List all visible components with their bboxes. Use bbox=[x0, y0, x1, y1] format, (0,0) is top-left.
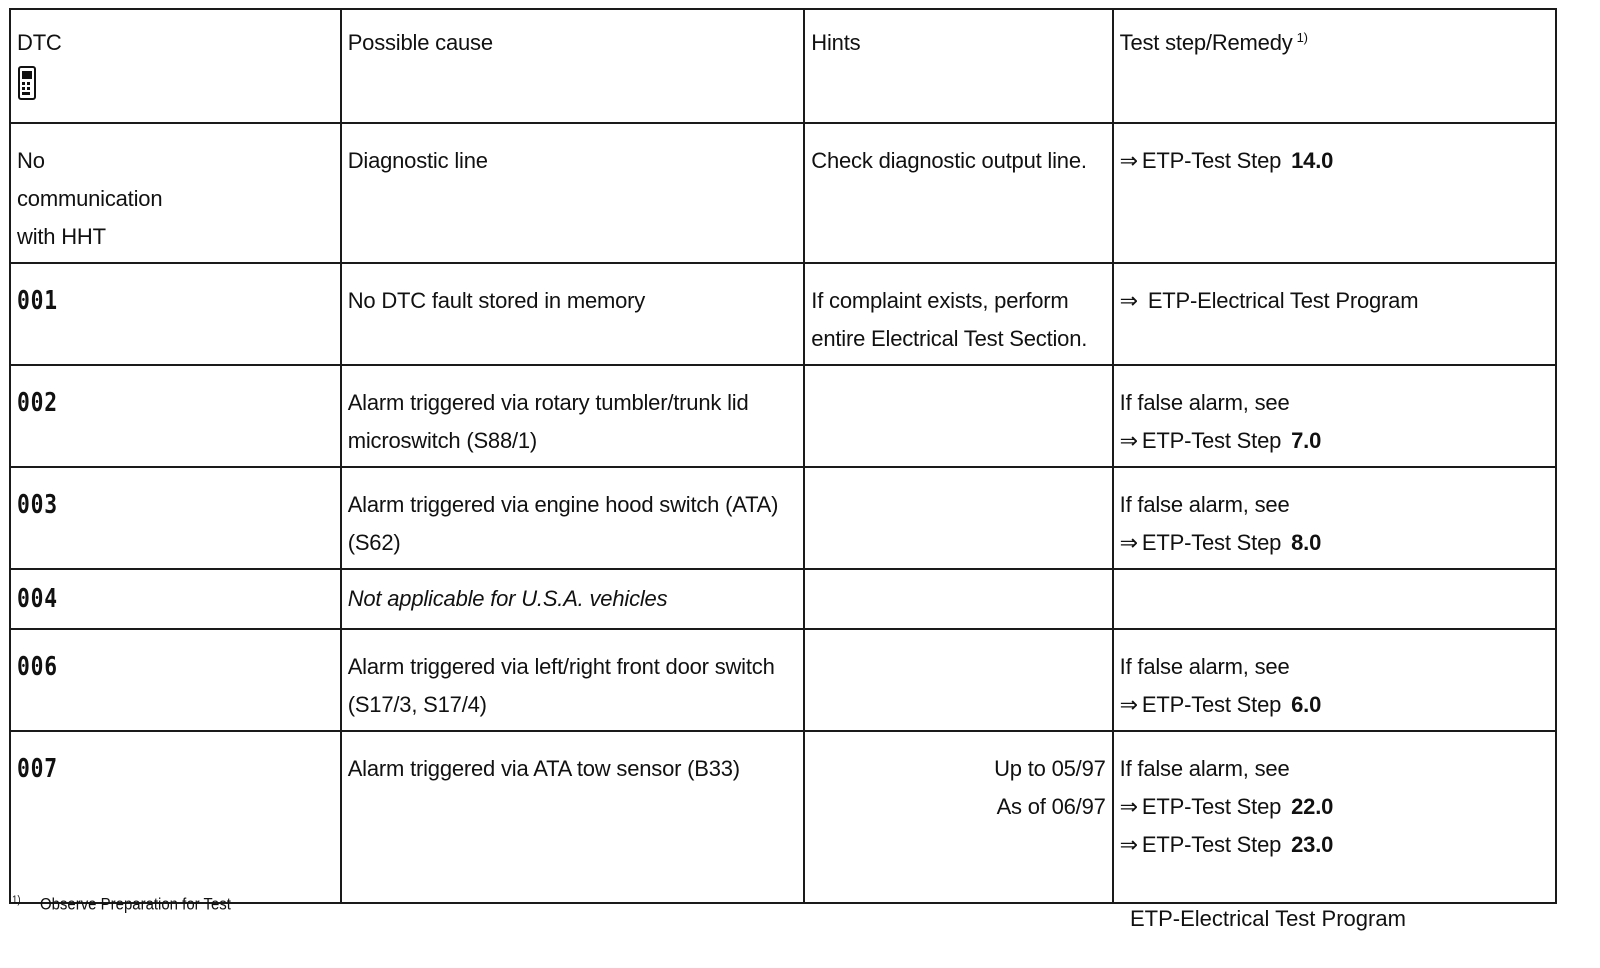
footnote-ref: 1) bbox=[1296, 29, 1308, 45]
header-dtc-label: DTC bbox=[17, 30, 62, 55]
arrow-icon: ⇒ bbox=[1119, 832, 1138, 857]
test-intro: If false alarm, see bbox=[1119, 390, 1290, 415]
arrow-icon: ⇒ bbox=[1119, 794, 1138, 819]
dtc-cell bbox=[10, 123, 341, 263]
test-cell bbox=[1113, 731, 1556, 903]
test-step-label: ETP-Electrical Test Program bbox=[1147, 288, 1419, 313]
footer-title: ETP-Electrical Test Program bbox=[1130, 906, 1406, 931]
test-cell bbox=[1113, 629, 1556, 731]
hints-cell bbox=[804, 731, 1112, 903]
arrow-icon: ⇒ bbox=[1119, 148, 1138, 173]
arrow-icon: ⇒ bbox=[1119, 692, 1138, 717]
dtc-table-container bbox=[9, 8, 1557, 904]
hints-cell bbox=[804, 629, 1112, 731]
cause-cell: No DTC fault stored in memory bbox=[341, 263, 805, 365]
footnote bbox=[12, 894, 231, 915]
hand-held-tester-icon bbox=[17, 66, 37, 100]
header-dtc bbox=[10, 9, 341, 123]
cause-cell: Diagnostic line bbox=[341, 123, 805, 263]
hints-cell: Check diagnostic output line. bbox=[804, 123, 1112, 263]
test-step-label: ETP-Test Step bbox=[1141, 148, 1282, 173]
dtc-code: 001 bbox=[17, 286, 58, 316]
test-step-label: ETP-Test Step bbox=[1141, 530, 1282, 555]
header-hints: Hints bbox=[804, 9, 1112, 123]
dtc-cell bbox=[10, 365, 341, 467]
test-step-line bbox=[1120, 788, 1549, 826]
table-row bbox=[10, 731, 1556, 903]
dtc-code: 002 bbox=[17, 388, 58, 418]
test-step-number: 14.0 bbox=[1291, 148, 1334, 173]
cause-cell: Alarm triggered via ATA tow sensor (B33) bbox=[341, 731, 805, 903]
test-step-number: 22.0 bbox=[1291, 794, 1334, 819]
hints-cell: If complaint exists, perform entire Electrical Test Section. bbox=[804, 263, 1112, 365]
test-step-number: 23.0 bbox=[1291, 832, 1334, 857]
dtc-cell bbox=[10, 263, 341, 365]
arrow-icon: ⇒ bbox=[1119, 530, 1138, 555]
table-row bbox=[10, 123, 1556, 263]
dtc-code: 004 bbox=[17, 584, 58, 614]
date-range-label: Up to 05/97 bbox=[994, 756, 1106, 781]
header-test bbox=[1113, 9, 1556, 123]
footnote-text: Observe Preparation for Test bbox=[39, 894, 231, 914]
table-row bbox=[10, 467, 1556, 569]
test-intro: If false alarm, see bbox=[1119, 654, 1290, 679]
arrow-icon: ⇒ bbox=[1119, 428, 1138, 453]
test-step-number: 6.0 bbox=[1291, 692, 1322, 717]
test-cell bbox=[1113, 263, 1556, 365]
test-step-label: ETP-Test Step bbox=[1141, 428, 1282, 453]
table-row bbox=[10, 263, 1556, 365]
dtc-code: 003 bbox=[17, 490, 58, 520]
dtc-cell bbox=[10, 629, 341, 731]
test-step-number: 8.0 bbox=[1291, 530, 1322, 555]
dtc-cell bbox=[10, 467, 341, 569]
footnote-mark: 1) bbox=[12, 894, 21, 906]
table-header-row bbox=[10, 9, 1556, 123]
test-step-label: ETP-Test Step bbox=[1141, 692, 1282, 717]
table-row bbox=[10, 629, 1556, 731]
header-test-label: Test step/Remedy bbox=[1119, 30, 1293, 55]
header-cause: Possible cause bbox=[341, 9, 805, 123]
cause-cell: Not applicable for U.S.A. vehicles bbox=[341, 569, 805, 629]
test-step-label: ETP-Test Step bbox=[1141, 794, 1282, 819]
test-cell bbox=[1113, 123, 1556, 263]
hints-cell bbox=[804, 569, 1112, 629]
test-step-label: ETP-Test Step bbox=[1141, 832, 1282, 857]
date-range-label: As of 06/97 bbox=[996, 794, 1106, 819]
dtc-code: 006 bbox=[17, 652, 58, 682]
test-cell bbox=[1113, 569, 1556, 629]
test-step-number: 7.0 bbox=[1291, 428, 1322, 453]
test-cell bbox=[1113, 467, 1556, 569]
dtc-cell bbox=[10, 569, 341, 629]
cause-cell: Alarm triggered via engine hood switch (ATA) (S62) bbox=[341, 467, 805, 569]
dtc-value: No communication with HHT bbox=[17, 148, 163, 249]
test-cell bbox=[1113, 365, 1556, 467]
table-row bbox=[10, 365, 1556, 467]
dtc-cell bbox=[10, 731, 341, 903]
test-step-line bbox=[1120, 826, 1549, 864]
test-intro: If false alarm, see bbox=[1119, 492, 1290, 517]
hints-cell bbox=[804, 467, 1112, 569]
cause-cell: Alarm triggered via rotary tumbler/trunk lid microswitch (S88/1) bbox=[341, 365, 805, 467]
table-row bbox=[10, 569, 1556, 629]
dtc-code: 007 bbox=[17, 754, 58, 784]
dtc-table bbox=[9, 8, 1557, 904]
cause-cell: Alarm triggered via left/right front door switch (S17/3, S17/4) bbox=[341, 629, 805, 731]
arrow-icon: ⇒ bbox=[1119, 288, 1138, 313]
test-intro: If false alarm, see bbox=[1119, 756, 1290, 781]
hints-cell bbox=[804, 365, 1112, 467]
